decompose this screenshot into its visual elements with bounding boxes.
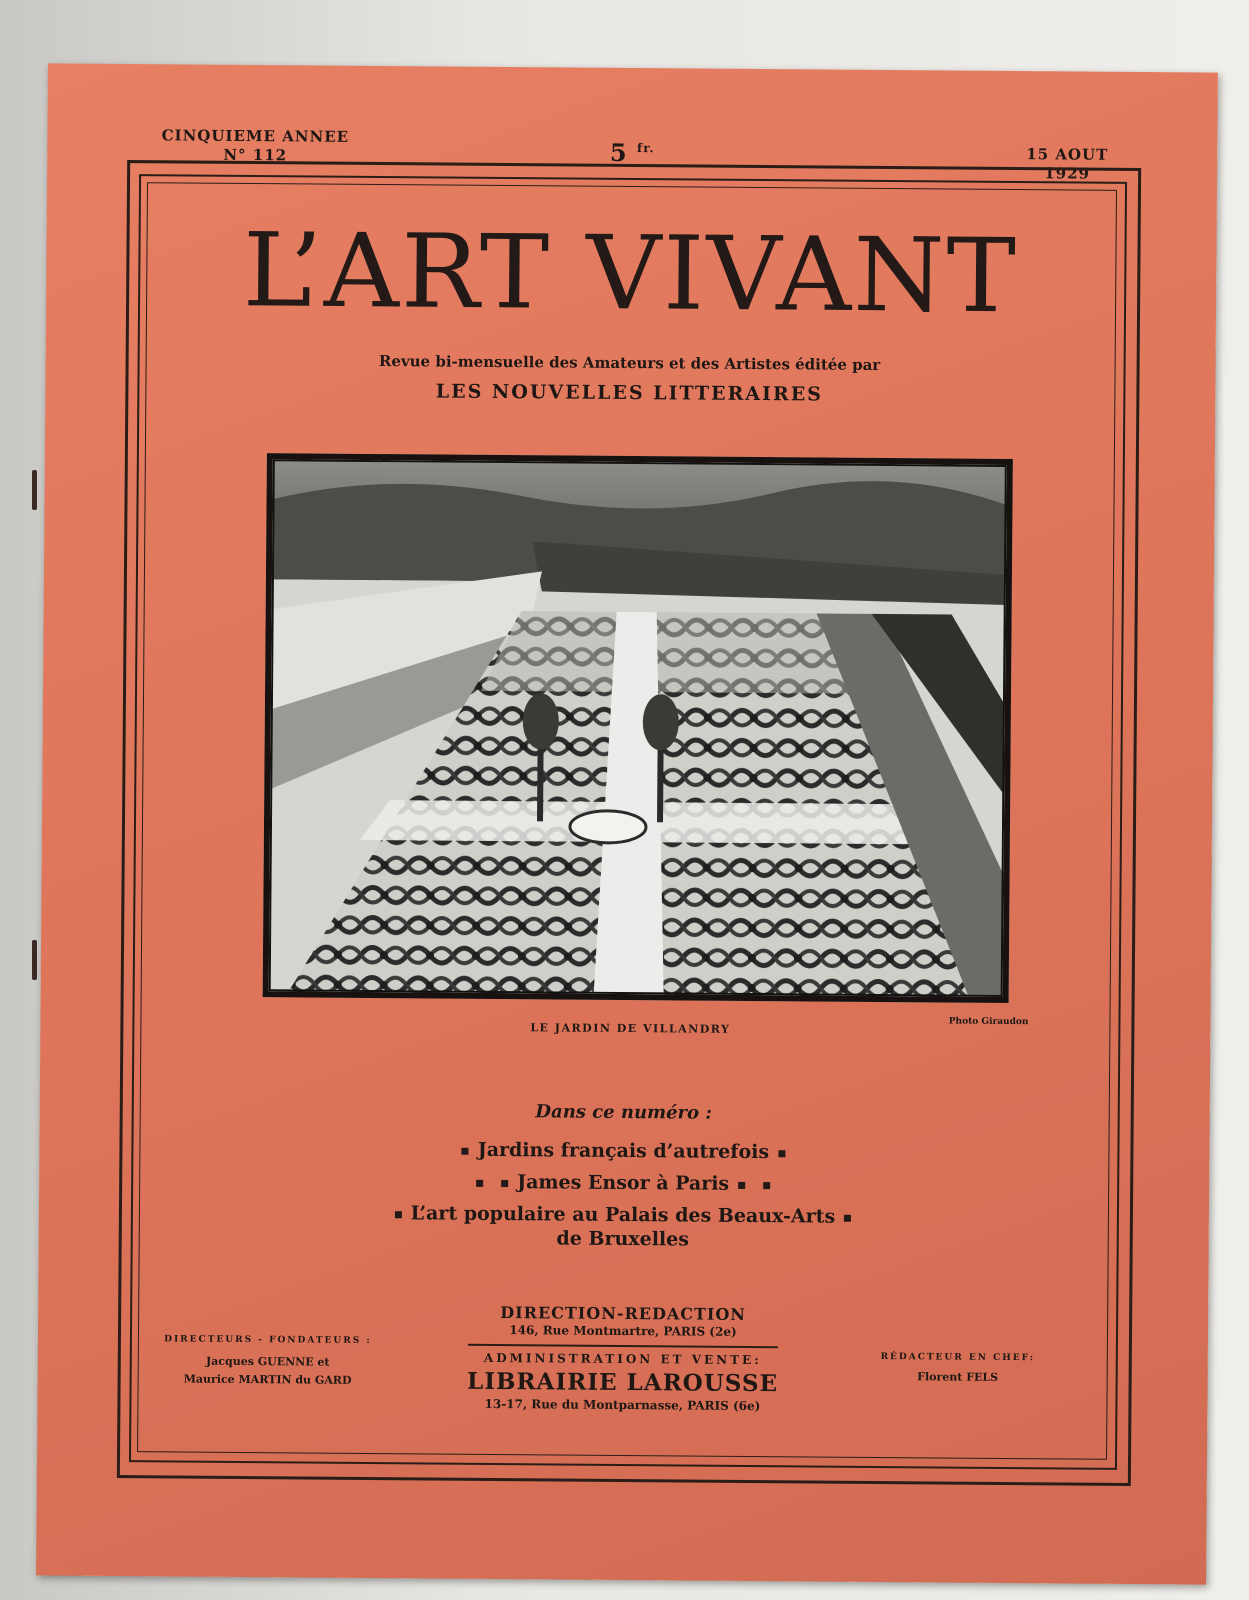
date-day-month: 15 AOUT (1026, 145, 1109, 164)
staple-bottom (32, 940, 37, 980)
bullet-square-icon (462, 1147, 469, 1154)
bullet-square-icon (763, 1182, 770, 1189)
founders-label: DIRECTEURS - FONDATEURS : (164, 1334, 372, 1347)
admin-address: 13-17, Rue du Montparnasse, PARIS (6e) (484, 1396, 761, 1414)
masthead-subtitle: Revue bi-mensuelle des Amateurs et des Artistes éditée par (378, 352, 881, 374)
bullet-square-icon (476, 1179, 483, 1186)
bullet-square-icon (501, 1180, 508, 1187)
contents-heading: Dans ce numéro : (535, 1101, 713, 1124)
photo-credit: Photo Giraudon (948, 1016, 1029, 1028)
price-unit: fr. (637, 141, 655, 156)
founders-line: Maurice MARTIN du GARD (183, 1372, 352, 1387)
editor-name: Florent FELS (917, 1370, 999, 1384)
direction-label: DIRECTION-REDACTION (500, 1303, 747, 1324)
staple-top (32, 470, 37, 510)
contents-item-continued: de Bruxelles (556, 1227, 690, 1251)
masthead-title: L’ART VIVANT (242, 210, 1019, 336)
bullet-square-icon (844, 1214, 851, 1221)
photo-caption: LE JARDIN DE VILLANDRY (530, 1021, 731, 1036)
bullet-square-icon (395, 1211, 402, 1218)
admin-label: ADMINISTRATION ET VENTE: (483, 1350, 762, 1368)
founders-line: Jacques GUENNE et (205, 1354, 330, 1369)
garden-photo-illustration (269, 459, 1007, 997)
magazine-cover (36, 63, 1218, 1584)
year-label: CINQUIEME ANNEE (161, 126, 350, 146)
issue-number: N° 112 (223, 145, 288, 165)
price-value: 5 (609, 137, 628, 167)
bullet-square-icon (778, 1150, 785, 1157)
bullet-square-icon (738, 1181, 745, 1188)
founders-names (148, 1352, 388, 1390)
cover-photo (263, 453, 1013, 1003)
direction-address: 146, Rue Montmartre, PARIS (2e) (509, 1323, 737, 1339)
admin-name: LIBRAIRIE LAROUSSE (467, 1367, 779, 1398)
contents-item: L’art populaire au Palais des Beaux-Arts (139, 1200, 1107, 1230)
editor-label: RÉDACTEUR EN CHEF: (880, 1352, 1036, 1364)
date-year: 1929 (1044, 164, 1091, 183)
contents-item: James Ensor à Paris (139, 1168, 1107, 1198)
contents-item: Jardins français d’autrefois (139, 1136, 1107, 1166)
masthead-publisher: LES NOUVELLES LITTERAIRES (435, 380, 824, 406)
